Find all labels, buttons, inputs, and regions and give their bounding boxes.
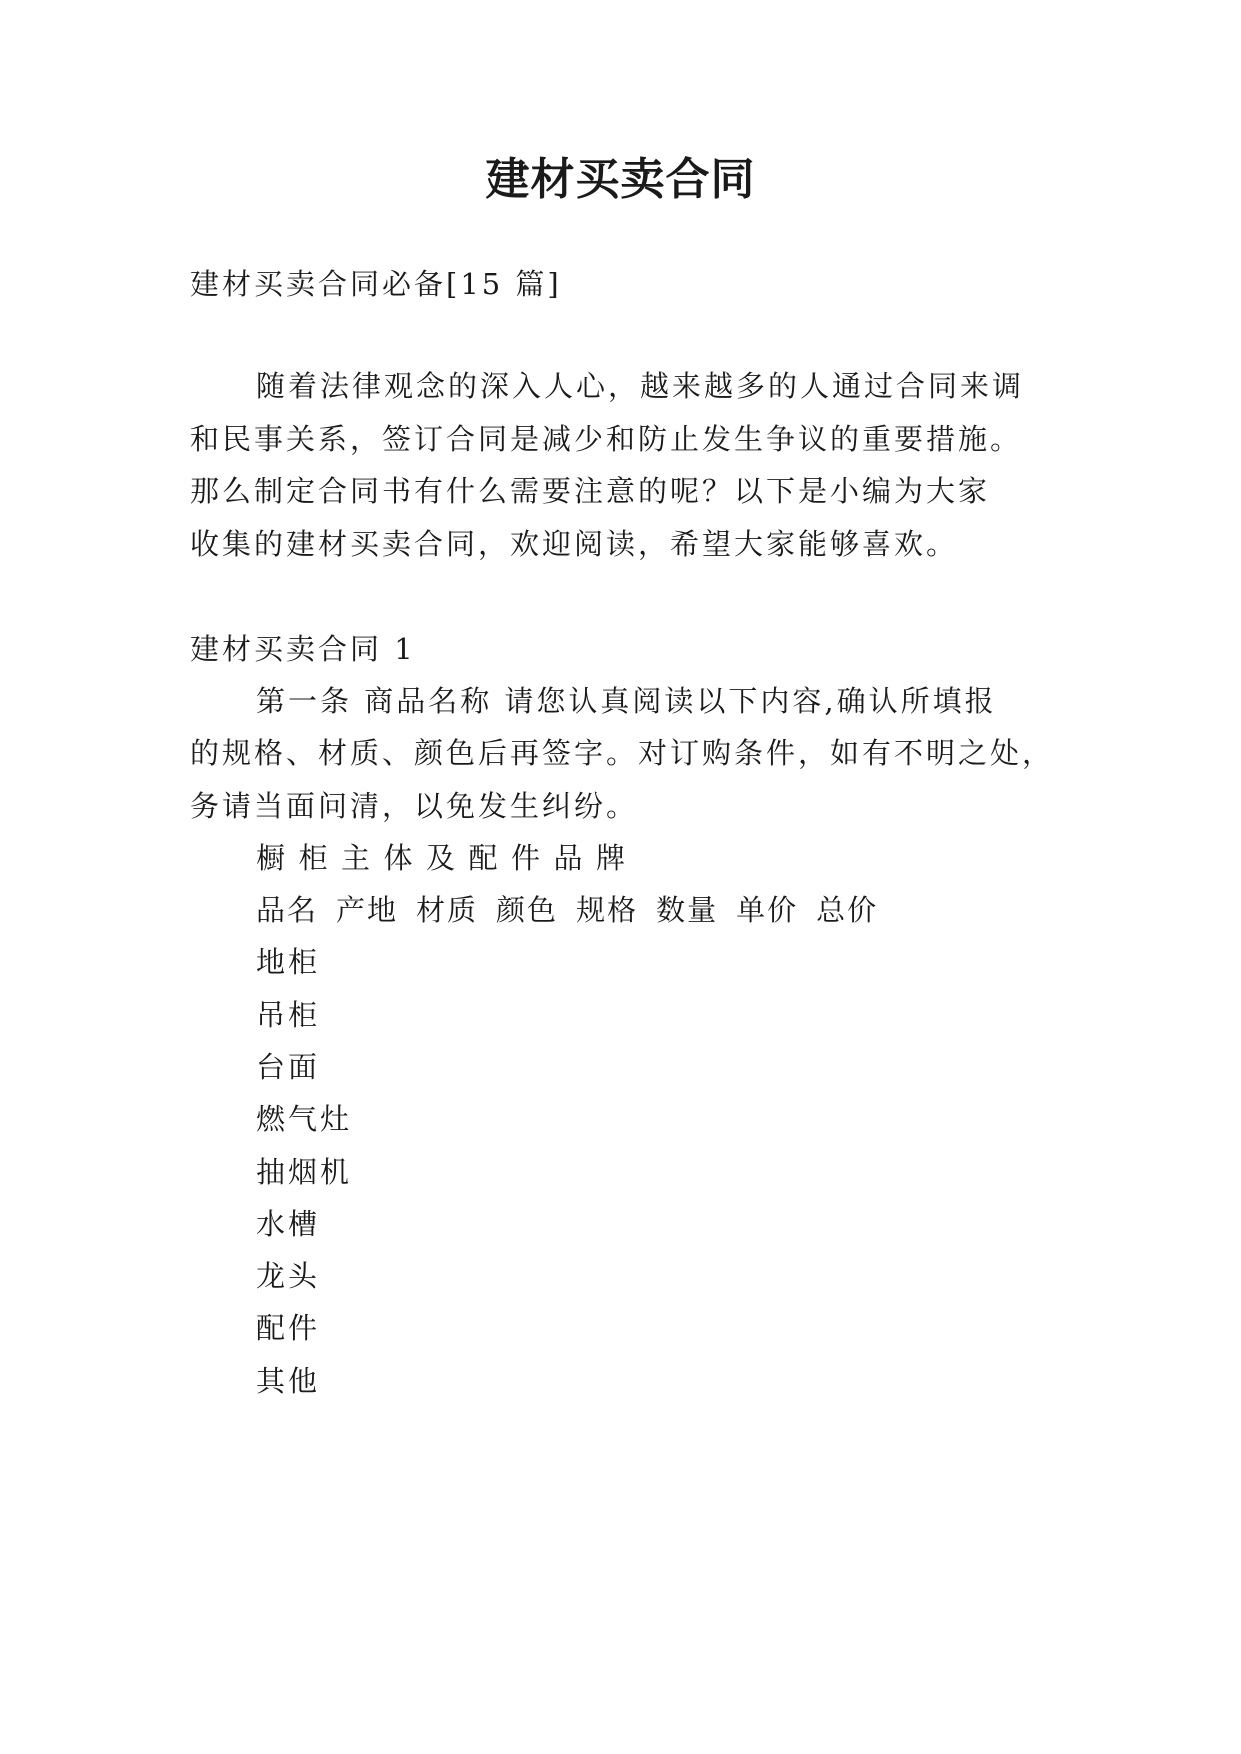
header-total-price: 总价 xyxy=(816,893,879,927)
section-heading: 建材买卖合同 1 xyxy=(190,632,416,666)
item-row: 配件 xyxy=(256,1311,321,1345)
item-row: 台面 xyxy=(256,1050,321,1084)
table-header-row xyxy=(256,890,896,930)
item-row: 抽烟机 xyxy=(256,1155,353,1189)
document-title: 建材买卖合同 xyxy=(485,154,756,205)
intro-line-4: 收集的建材买卖合同，欢迎阅读，希望大家能够喜欢。 xyxy=(190,527,959,561)
header-color: 颜色 xyxy=(496,893,559,927)
item-row: 地柜 xyxy=(256,945,321,979)
header-unit-price: 单价 xyxy=(736,893,799,927)
document-subtitle: 建材买卖合同必备[15 篇] xyxy=(190,267,562,301)
header-spec: 规格 xyxy=(576,893,639,927)
brand-line: 橱柜主体及配件品牌 xyxy=(256,841,639,875)
intro-line-1: 随着法律观念的深入人心，越来越多的人通过合同来调 xyxy=(256,369,1025,403)
intro-line-2: 和民事关系，签订合同是减少和防止发生争议的重要措施。 xyxy=(190,422,1023,456)
header-material: 材质 xyxy=(416,893,479,927)
item-row: 水槽 xyxy=(256,1207,321,1241)
intro-line-3: 那么制定合同书有什么需要注意的呢？以下是小编为大家 xyxy=(190,474,991,508)
article-line-1: 第一条 商品名称 请您认真阅读以下内容,确认所填报 xyxy=(256,684,997,718)
header-origin: 产地 xyxy=(336,893,399,927)
item-row: 龙头 xyxy=(256,1259,321,1293)
article-line-3: 务请当面问清，以免发生纠纷。 xyxy=(190,789,639,823)
item-row: 吊柜 xyxy=(256,998,321,1032)
item-row: 燃气灶 xyxy=(256,1102,353,1136)
header-quantity: 数量 xyxy=(656,893,719,927)
header-name: 品名 xyxy=(256,893,319,927)
item-row: 其他 xyxy=(256,1364,321,1398)
article-line-2: 的规格、材质、颜色后再签字。对订购条件，如有不明之处， xyxy=(190,736,1055,770)
